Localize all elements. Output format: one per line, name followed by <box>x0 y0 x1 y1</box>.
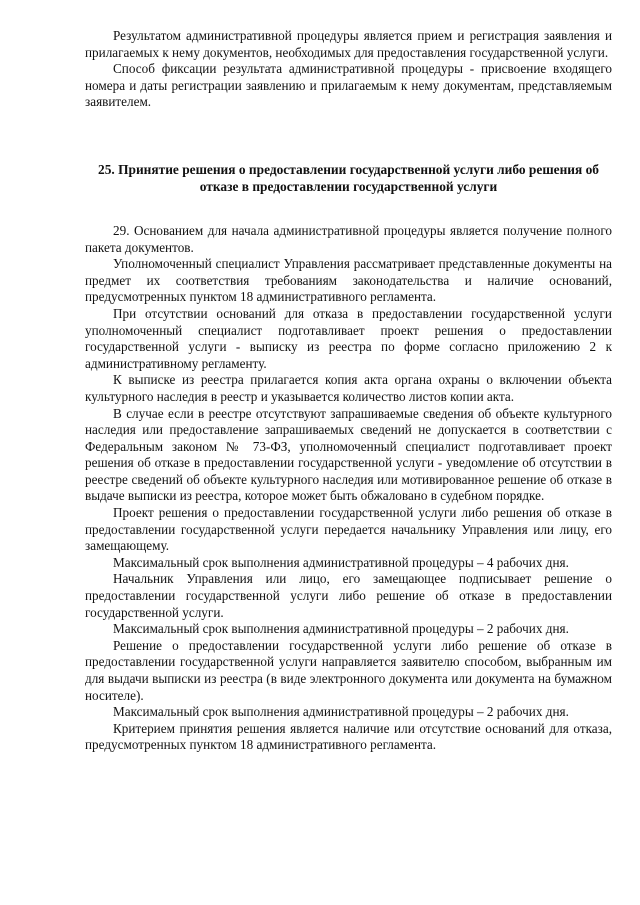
paragraph-refusal-case: В случае если в реестре отсутствуют запрашиваемые сведения об объекте культурного наследия или предоставление запрашиваемых сведений не допускается в соответствии с Федеральным законом № 73-ФЗ, уполномоченный специалист подготавливает проект решения об отказе в предоставлении государственной услуги - уведомление об отсутствии в реестре сведений об объекте культурного наследия или мотивированное решение об отказе в выдаче выписки из реестра, которое может быть обжаловано в судебном порядке. <box>85 405 612 504</box>
paragraph-draft-transfer: Проект решения о предоставлении государственной услуги либо решения об отказе в предоставлении государственной услуги передается начальнику Управления или лицу, его замещающему. <box>85 505 612 554</box>
paragraph-review: Уполномоченный специалист Управления рассматривает представленные документы на предмет их соответствия требованиям законодательства и наличие оснований, предусмотренных пунктом 18 административного регламента. <box>85 256 612 305</box>
section-heading: 25. Принятие решения о предоставлении государственной услуги либо решения об отказе в предоставлении государственной услуги <box>98 161 599 194</box>
paragraph-result: Результатом административной процедуры является прием и регистрация заявления и прилагаемых к нему документов, необходимых для предоставления государственной услуги. <box>85 28 612 60</box>
paragraph-deadline-2-days: Максимальный срок выполнения административной процедуры – 2 рабочих дня. <box>113 704 569 720</box>
paragraph-basis: 29. Основанием для начала административной процедуры является получение полного пакета документов. <box>85 222 612 255</box>
spacer <box>85 195 612 223</box>
paragraph-attachment: К выписке из реестра прилагается копия акта органа охраны о включении объекта культурного наследия в реестр и указывается количество листов копии акта. <box>85 372 612 404</box>
paragraph-signing: Начальник Управления или лицо, его замещающее подписывает решение о предоставлении государственной услуги либо решение об отказе в предоставлении государственной услуги. <box>85 571 612 620</box>
paragraph-criterion: Критерием принятия решения является наличие или отсутствие оснований для отказа, предусмотренных пунктом 18 административного регламента. <box>85 720 612 753</box>
paragraph-fixation-method: Способ фиксации результата административной процедуры - присвоение входящего номера и даты регистрации заявлению и прилагаемым к нему документам, представляемым заявителем. <box>85 61 612 110</box>
paragraph-deadline-2-days: Максимальный срок выполнения административной процедуры – 2 рабочих дня. <box>113 621 569 637</box>
spacer <box>85 111 612 161</box>
paragraph-sending: Решение о предоставлении государственной услуги либо решение об отказе в предоставлении государственной услуги направляется заявителю способом, выбранным им для выдачи выписки из реестра (в виде электронного документа или документа на бумажном носителе). <box>85 637 612 703</box>
paragraph-no-grounds: При отсутствии оснований для отказа в предоставлении государственной услуги уполномоченный специалист подготавливает проект решения о предоставлении государственной услуги - выписку из реестра по форме согласно приложению 2 к административному регламенту. <box>85 305 612 371</box>
paragraph-deadline-4-days: Максимальный срок выполнения административной процедуры – 4 рабочих дня. <box>113 554 569 570</box>
